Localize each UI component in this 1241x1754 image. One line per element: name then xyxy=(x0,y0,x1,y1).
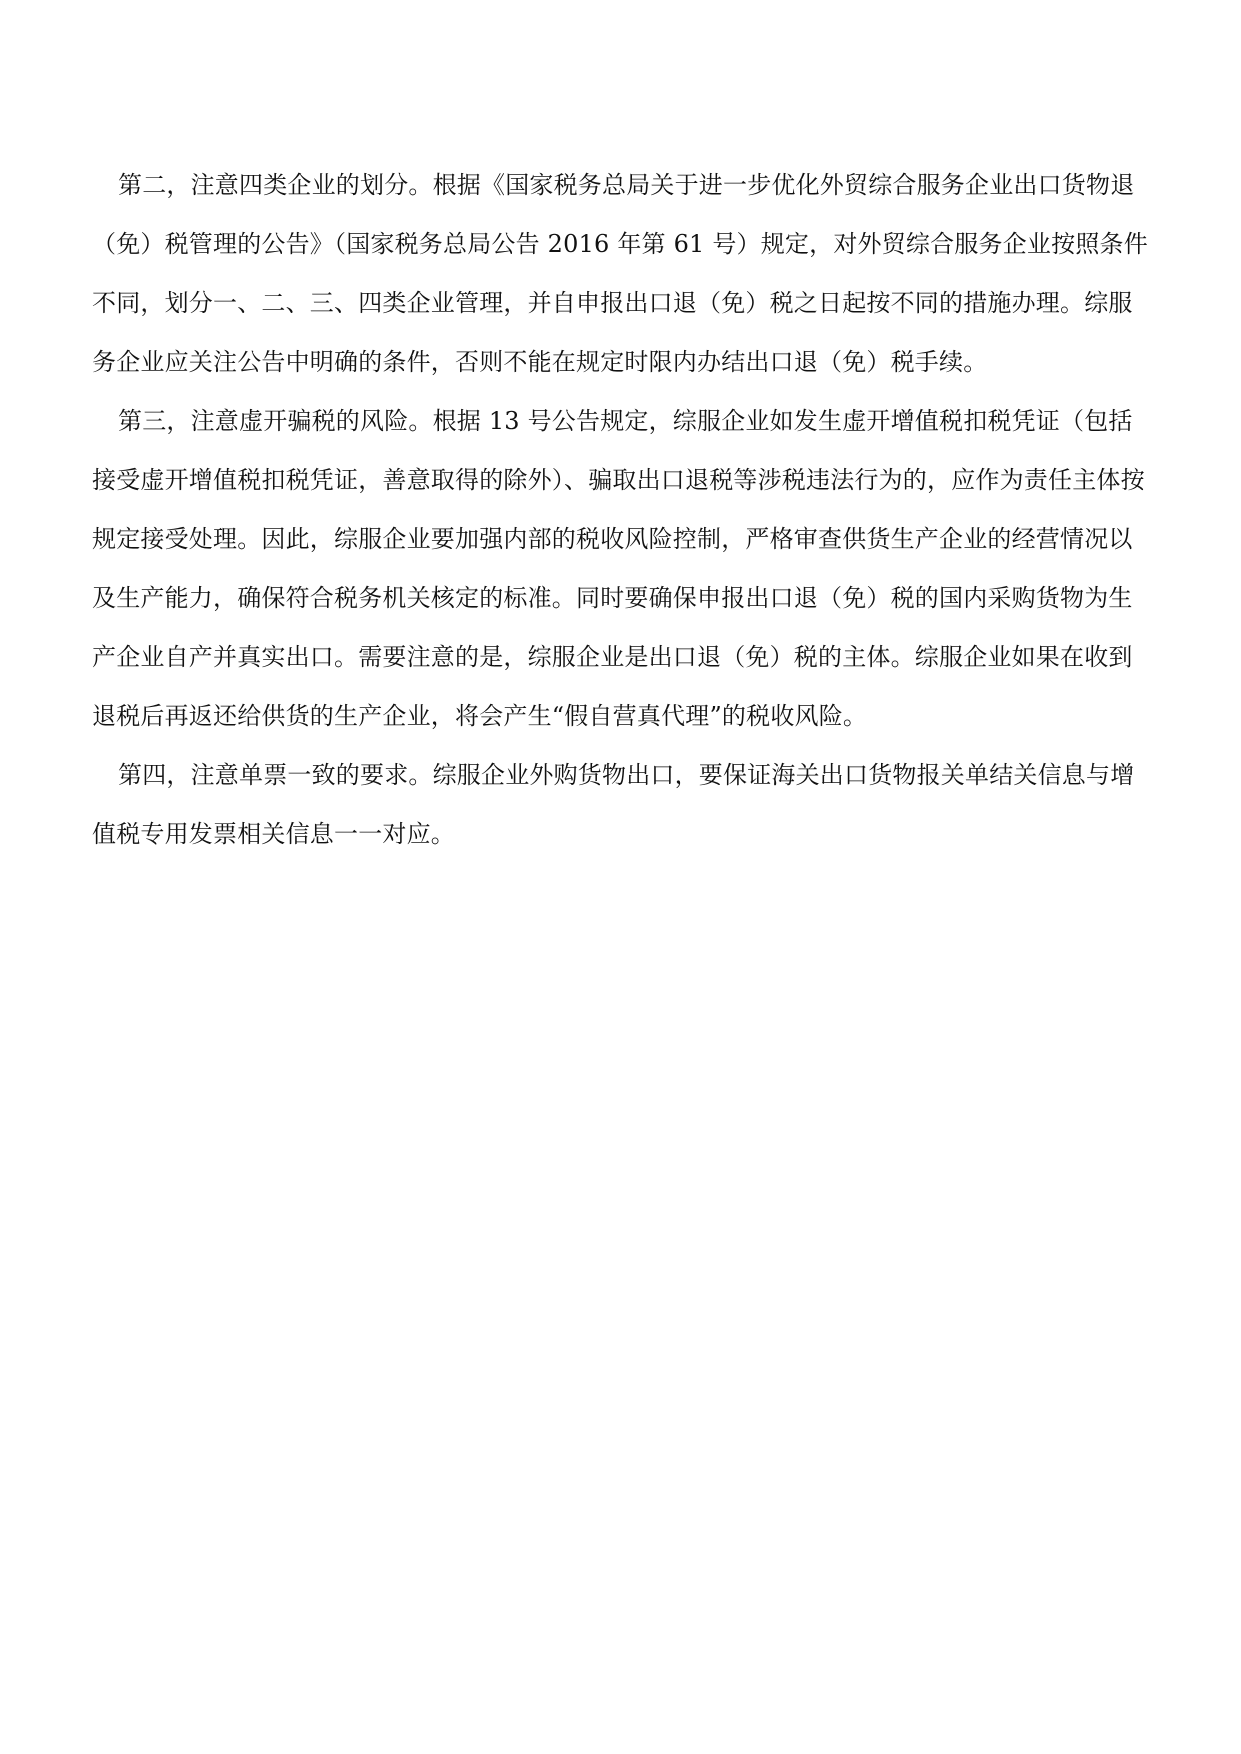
document-body xyxy=(92,156,1152,864)
paragraph-enterprise-classification: 第二，注意四类企业的划分。根据《国家税务总局关于进一步优化外贸综合服务企业出口货物退（免）税管理的公告》（国家税务总局公告 2016 年第 61 号）规定，对外贸综合服务企业按照条件不同，划分一、二、三、四类企业管理，并自申报出口退（免）税之日起按不同的措施办理。综服务企业应关注公告中明确的条件，否则不能在规定时限内办结出口退（免）税手续。 xyxy=(92,171,1148,376)
paragraph-document-consistency: 第四，注意单票一致的要求。综服企业外购货物出口，要保证海关出口货物报关单结关信息与增值税专用发票相关信息一一对应。 xyxy=(92,761,1135,848)
paragraph-false-invoicing-risk: 第三，注意虚开骗税的风险。根据 13 号公告规定，综服企业如发生虚开增值税扣税凭证（包括接受虚开增值税扣税凭证，善意取得的除外）、骗取出口退税等涉税违法行为的，应作为责任主体按规定接受处理。因此，综服企业要加强内部的税收风险控制，严格审查供货生产企业的经营情况以及生产能力，确保符合税务机关核定的标准。同时要确保申报出口退（免）税的国内采购货物为生产企业自产并真实出口。需要注意的是，综服企业是出口退（免）税的主体。综服企业如果在收到退税后再返还给供货的生产企业，将会产生“假自营真代理”的税收风险。 xyxy=(92,407,1145,730)
